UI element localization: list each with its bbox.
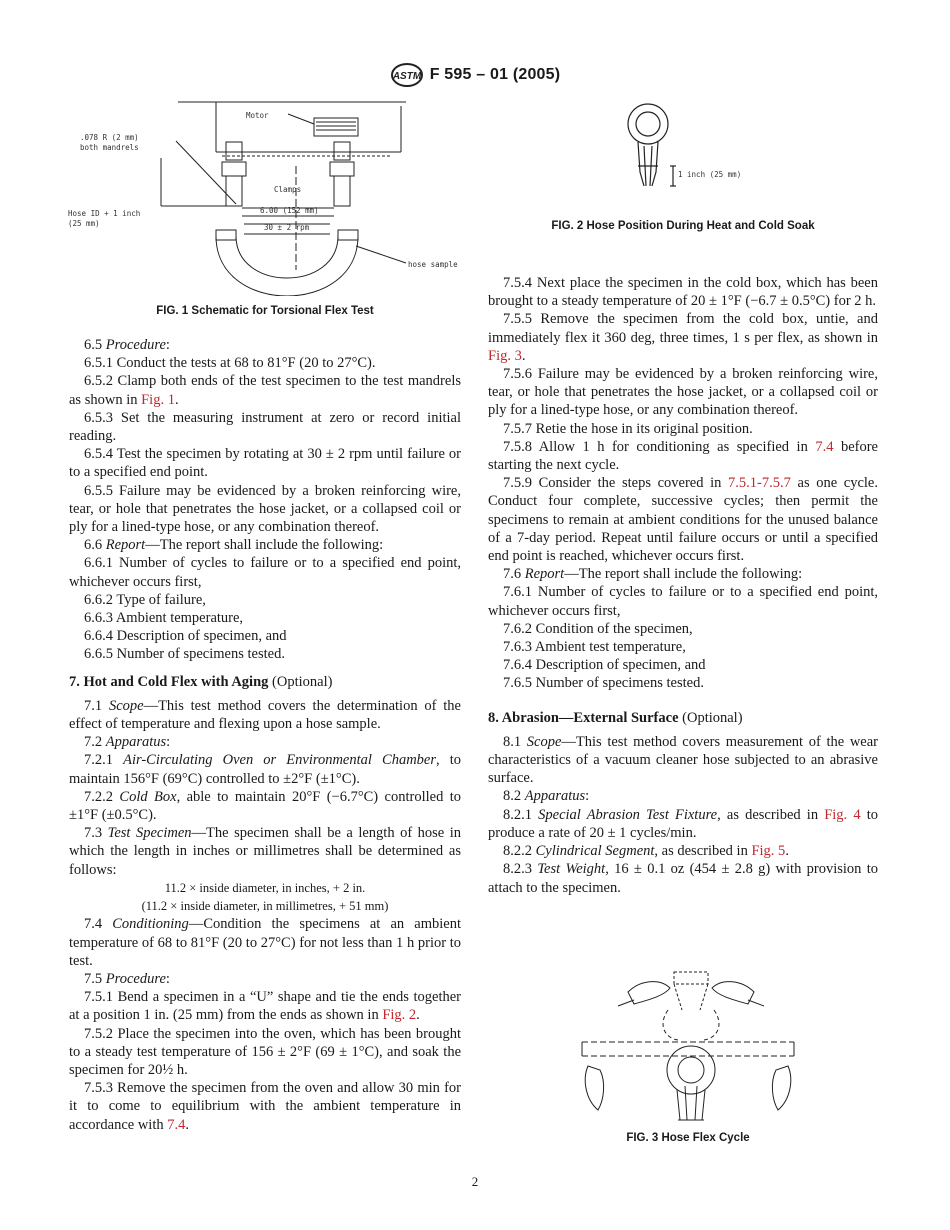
para-6-6-2: 6.6.2 Type of failure, [84, 591, 206, 608]
para-7-5-2: 7.5.2 Place the specimen into the oven, which has been brought to a steady test temperature of 156 ± 2°F (69 ± 1°C), and soak the specimen for 20½ h. [69, 1025, 461, 1078]
figure-1-torsional-flex-schematic [66, 96, 462, 296]
para-7-6-4: 7.6.4 Description of specimen, and [503, 657, 706, 674]
astm-logo-icon [390, 62, 424, 88]
fig1-hose-id-mm-label: (25 mm) [68, 219, 100, 228]
link-fig-5[interactable]: Fig. 5 [751, 843, 786, 860]
para-7-5-6: 7.5.6 Failure may be evidenced by a broken reinforcing wire, tear, or hole that penetrates the hose jacket, or a collapsed coil or ply for a lined-type hose, or any combination thereof. [488, 366, 878, 419]
figure-2-hose-position [600, 96, 800, 196]
formula-millimetres: (11.2 × inside diameter, in millimetres, + 51 mm) [141, 899, 389, 914]
fig1-hose-sample-label: hose sample [408, 260, 458, 269]
fig1-mandrels-label: both mandrels [80, 143, 139, 152]
para-6-5-1: 6.5.1 Conduct the tests at 68 to 81°F (20 to 27°C). [84, 355, 376, 372]
fig1-motor-label: Motor [246, 111, 269, 120]
fig1-caption: FIG. 1 Schematic for Torsional Flex Test [156, 305, 374, 317]
para-7-6-5: 7.6.5 Number of specimens tested. [503, 675, 704, 692]
link-7-4-b[interactable]: 7.4 [815, 438, 834, 455]
svg-text:ASTM: ASTM [392, 71, 421, 82]
para-7-2-1: 7.2.1 Air-Circulating Oven or Environmental Chamber, to maintain 156°F (69°C) controlled to ±2°F (±1°C). [69, 752, 462, 787]
fig1-radius-label: .078 R (2 mm) [80, 133, 139, 142]
para-8-1: 8.1 Scope—This test method covers measurement of the wear characteristics of a vacuum cleaner hose subjected to an abrasive surface. [488, 733, 879, 787]
para-8-2-1: 8.2.1 Special Abrasion Test Fixture, as described in Fig. 4 to produce a rate of 20 ± 1 cycles/min. [488, 806, 878, 841]
link-fig-4[interactable]: Fig. 4 [824, 806, 861, 823]
fig2-caption: FIG. 2 Hose Position During Heat and Cold Soak [551, 220, 815, 232]
para-7-1: 7.1 Scope—This test method covers the determination of the effect of temperature and flexing upon a hose sample. [69, 697, 461, 733]
left-column [69, 336, 461, 1134]
link-7-5-1-7-5-7[interactable]: 7.5.1-7.5.7 [728, 475, 791, 492]
para-7-5-9: 7.5.9 Consider the steps covered in 7.5.1-7.5.7 as one cycle. Conduct four complete, successive cycles; then permit the specimens to remain at ambient conditions for the unused balance of a 7-day period. Repeat until failure occurs or until a specified end point is reached, whichever occurs first. [488, 475, 878, 565]
para-6-5-2: 6.5.2 Clamp both ends of the test specimen to the test mandrels as shown in Fig. 1. [69, 373, 461, 408]
para-7-2: 7.2 Apparatus: [84, 734, 171, 751]
para-7-2-2: 7.2.2 Cold Box, able to maintain 20°F (−6.7°C) controlled to ±1°F (±0.5°C). [69, 788, 462, 824]
fig1-rpm-label: 30 ± 2 rpm [264, 223, 310, 232]
para-6-5-5: 6.5.5 Failure may be evidenced by a broken reinforcing wire, tear, or hole that penetrates the hose jacket, or a collapsed coil or ply for a lined-type hose, or any combination thereof. [69, 482, 461, 536]
para-8-2-2: 8.2.2 Cylindrical Segment, as described in Fig. 5. [503, 843, 789, 860]
para-8-2-3: 8.2.3 Test Weight, 16 ± 0.1 oz (454 ± 2.8 g) with provision to attach to the specimen. [488, 861, 878, 896]
figure-3-hose-flex-cycle [578, 970, 798, 1128]
para-6-6-1: 6.6.1 Number of cycles to failure or to a specified end point, whichever occurs first, [69, 555, 461, 590]
para-7-6-2: 7.6.2 Condition of the specimen, [503, 620, 693, 637]
para-7-5-8: 7.5.8 Allow 1 h for conditioning as specified in 7.4 before starting the next cycle. [488, 438, 878, 474]
para-6-5-3: 6.5.3 Set the measuring instrument at zero or record initial reading. [69, 409, 461, 445]
para-7-6-1: 7.6.1 Number of cycles to failure or to a specified end point, whichever occurs first, [488, 584, 878, 619]
para-7-5-4: 7.5.4 Next place the specimen in the cold box, which has been brought to a steady temperature of 20 ± 1°F (−6.7 ± 0.5°C) for 2 h. [488, 275, 878, 310]
fig3-caption: FIG. 3 Hose Flex Cycle [626, 1132, 750, 1144]
fig1-hose-id-label: Hose ID + 1 inch [68, 209, 141, 218]
para-8-2: 8.2 Apparatus: [503, 788, 590, 805]
para-7-5-1: 7.5.1 Bend a specimen in a “U” shape and tie the ends together at a position 1 in. (25 mm) from the ends as shown in Fig. 2. [69, 989, 461, 1024]
para-7-4: 7.4 Conditioning—Condition the specimens at an ambient temperature of 68 to 81°F (20 to 27°C) for not less than 1 h prior to test. [69, 916, 461, 969]
para-6-6-4: 6.6.4 Description of specimen, and [84, 628, 287, 645]
section-7-heading: 7. Hot and Cold Flex with Aging (Optional) [69, 673, 333, 690]
para-7-6-3: 7.6.3 Ambient test temperature, [503, 639, 686, 656]
page-header [0, 62, 950, 93]
page-number: 2 [471, 1174, 479, 1189]
para-6-6-5: 6.6.5 Number of specimens tested. [84, 646, 285, 663]
para-7-5-3: 7.5.3 Remove the specimen from the oven and allow 30 min for it to come to equilibrium with the ambient temperature in accordance with 7.4. [69, 1080, 461, 1133]
para-6-6-3: 6.6.3 Ambient temperature, [84, 610, 244, 627]
fig2-dimension-label: 1 inch (25 mm) [678, 170, 742, 179]
link-fig-3[interactable]: Fig. 3 [488, 347, 522, 364]
fig1-spacing-label: 6.00 (152 mm) [260, 206, 319, 215]
formula-inches: 11.2 × inside diameter, in inches, + 2 in. [164, 880, 366, 895]
section-8-heading: 8. Abrasion—External Surface (Optional) [488, 709, 743, 726]
para-6-5: 6.5 Procedure: [84, 337, 170, 353]
link-fig-2[interactable]: Fig. 2 [382, 1007, 417, 1024]
para-6-5-4: 6.5.4 Test the specimen by rotating at 30 ± 2 rpm until failure or to a specified end point. [69, 446, 461, 481]
para-7-6: 7.6 Report—The report shall include the following: [503, 566, 803, 583]
para-7-5-7: 7.5.7 Retie the hose in its original position. [503, 420, 753, 437]
para-7-5-5: 7.5.5 Remove the specimen from the cold box, untie, and immediately flex it 360 deg, three times, 1 s per flex, as shown in Fig. 3. [488, 311, 878, 364]
para-7-5: 7.5 Procedure: [84, 970, 170, 987]
fig1-clamps-label: Clamps [274, 185, 302, 194]
right-column [488, 274, 878, 897]
document-id: F 595 – 01 (2005) [429, 66, 561, 83]
link-7-4[interactable]: 7.4 [167, 1116, 186, 1133]
link-fig-1[interactable]: Fig. 1 [141, 391, 175, 408]
para-6-6: 6.6 Report—The report shall include the following: [84, 537, 384, 554]
para-7-3: 7.3 Test Specimen—The specimen shall be a length of hose in which the length in inches or millimetres shall be determined as follows: [69, 825, 461, 878]
